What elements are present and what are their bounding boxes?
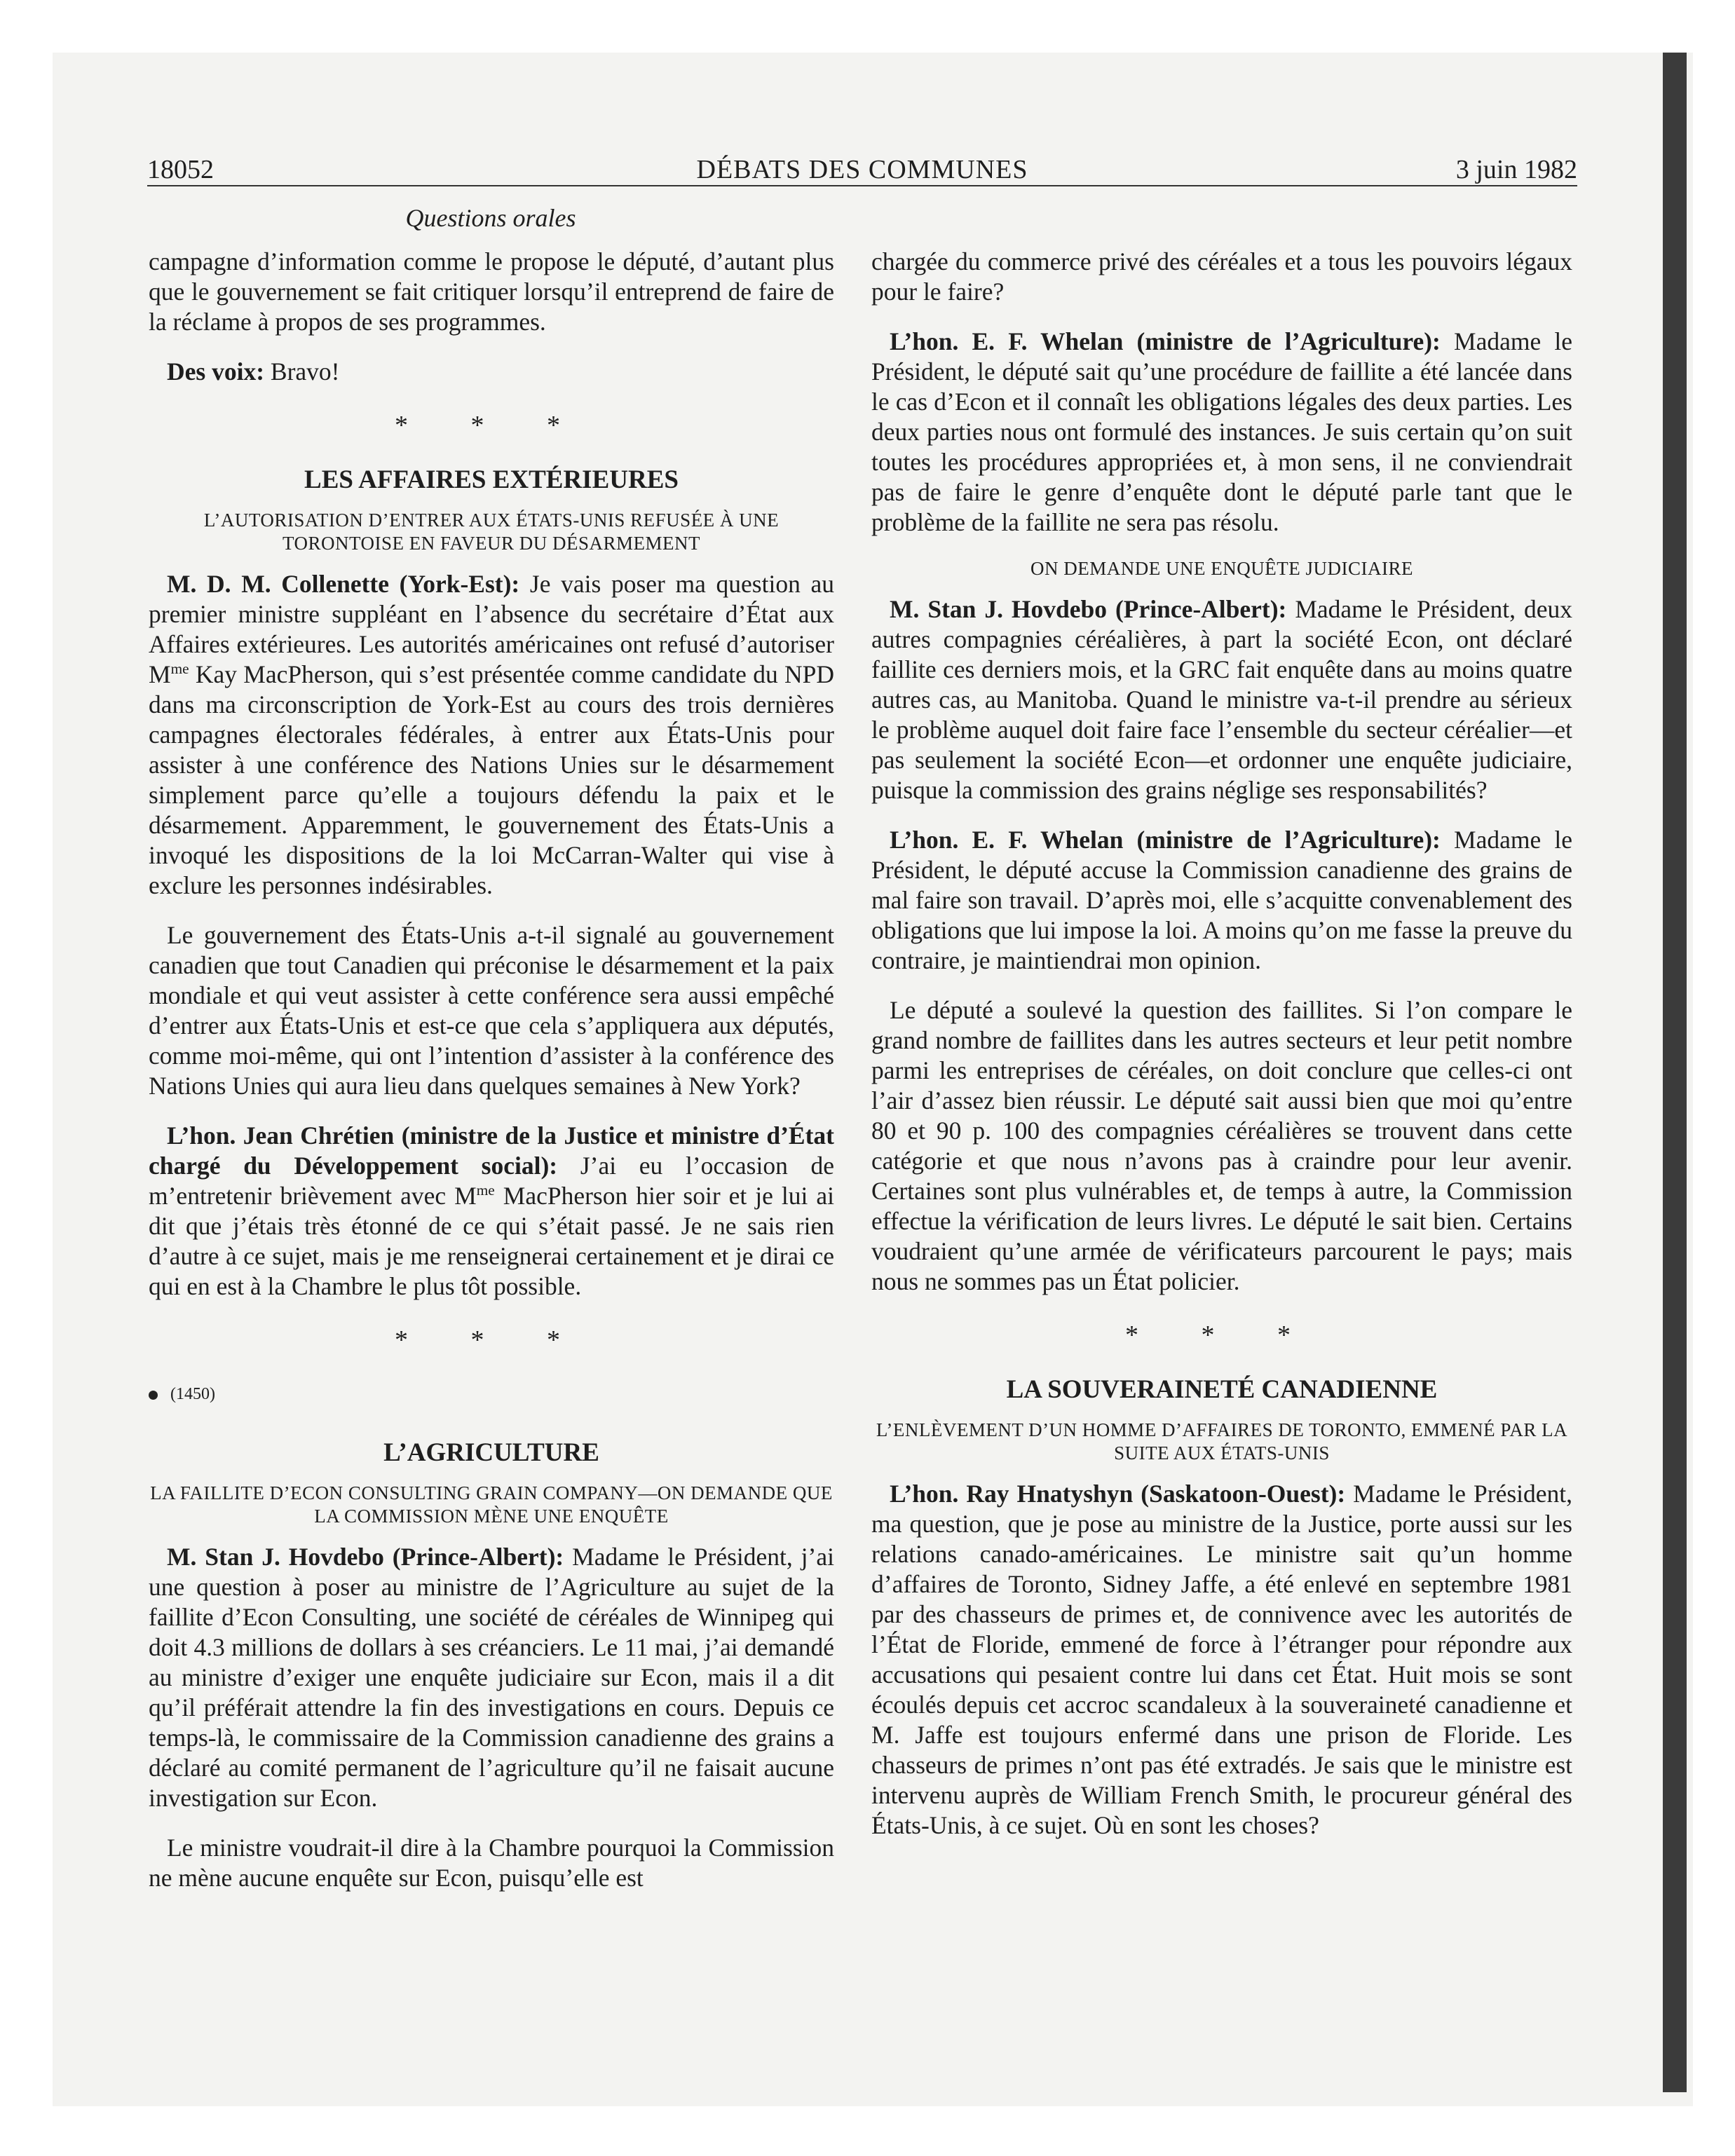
- section-separator: * * *: [395, 411, 588, 440]
- section-separator: * * *: [395, 1325, 588, 1355]
- section-title: LES AFFAIRES EXTÉRIEURES: [304, 465, 679, 494]
- paragraph: [149, 569, 834, 901]
- page-header: [147, 147, 1577, 186]
- section-subtitle: LA FAILLITE D’ECON CONSULTING GRAIN COMPANY—ON DEMANDE QUE LA COMMISSION MÈNE UNE ENQUÊTE: [150, 1482, 833, 1527]
- speaker-name: M. Stan J. Hovdebo (Prince-Albert):: [167, 1543, 564, 1571]
- page-number: 18052: [147, 155, 214, 184]
- paragraph: [149, 357, 834, 387]
- paragraph-text: Madame le Président, j’ai une question à poser au ministre de l’Agriculture au sujet de la faillite d’Econ Consulting, une société de céréales de Winnipeg qui doit 4.3 millions de dollars à ses créanciers. Le 11 mai, j’ai demandé au ministre d’exiger une enquête judiciaire sur Econ, mais il a dit qu’il préférait attendre la fin des investigations en cours. Depuis ce temps-là, le commissaire de la Commission canadienne des grains a déclaré au comité permanent de l’agriculture qu’il ne faisait aucune investigation sur Econ.: [149, 1543, 834, 1812]
- publication-date: 3 juin 1982: [1455, 155, 1577, 184]
- scan-edge-shadow: [1663, 53, 1687, 2092]
- paragraph-text: MacPherson hier soir et je lui ai dit que j’étais très étonné de ce qui s’était passé. Je ne sais rien d’autre à ce sujet, mais je me renseignerai certainement et je dirai ce qui en est à la Chambre le plus tôt possible.: [149, 1182, 835, 1300]
- speaker-name: L’hon. Jean Chrétien (ministre de la Justice et ministre d’État chargé du Développement social):: [149, 1121, 834, 1180]
- paragraph-text: Madame le Président, le député accuse la Commission canadienne des grains de mal faire son travail. D’après moi, elle s’acquitte convenablement des obligations que lui impose la loi. A moins qu’on me fasse la preuve du contraire, je maintiendrai mon opinion.: [871, 826, 1572, 974]
- speaker-name: L’hon. E. F. Whelan (ministre de l’Agriculture):: [890, 826, 1441, 854]
- left-column: [149, 247, 834, 1913]
- bullet-icon: [149, 1391, 158, 1400]
- paragraph: [871, 327, 1572, 538]
- speaker-name: L’hon. Ray Hnatyshyn (Saskatoon-Ouest):: [890, 1480, 1346, 1508]
- paragraph: Le ministre voudrait-il dire à la Chambre pourquoi la Commission ne mène aucune enquête sur Econ, puisqu’elle est: [149, 1834, 834, 1892]
- section-title: L’AGRICULTURE: [383, 1438, 599, 1467]
- section-subtitle: L’AUTORISATION D’ENTRER AUX ÉTATS-UNIS REFUSÉE À UNE TORONTOISE EN FAVEUR DU DÉSARMEMENT: [203, 510, 780, 554]
- section-title: LA SOUVERAINETÉ CANADIENNE: [1006, 1375, 1438, 1404]
- paragraph: [149, 1121, 834, 1302]
- right-column: [871, 247, 1572, 1860]
- publication-title: DÉBATS DES COMMUNES: [696, 155, 1028, 184]
- paragraph-text: Madame le Président, deux autres compagnies céréalières, à part la société Econ, ont déclaré faillite ces derniers mois, et la GRC fait enquête dans au moins quatre autres cas, au Manitoba. Quand le ministre va-t-il prendre au sérieux le problème auquel doit faire face l’ensemble du secteur céréalier—et pas seulement la société Econ—et ordonner une enquête judiciaire, puisque la commission des grains néglige ses responsabilités?: [871, 595, 1572, 804]
- paragraph: Le député a soulevé la question des faillites. Si l’on compare le grand nombre de faillites dans les autres secteurs et leur petit nombre parmi les entreprises de céréales, on doit conclure que celles-ci ont l’air d’assez bien réussir. Le député sait aussi bien que moi qu’entre 80 et 90 p. 100 des compagnies céréalières se trouvent dans cette catégorie et que nous n’avons pas à craindre pour leur avenir. Certaines sont plus vulnérables et, de temps à autre, la Commission effectue la vérification de leurs livres. Le député le sait bien. Certains voudraient qu’une armée de vérificateurs parcourent le pays; mais nous ne sommes pas un État policier.: [871, 996, 1572, 1295]
- paragraph-text: Madame le Président, le député sait qu’une procédure de faillite a été lancée dans le cas d’Econ et il connaît les obligations légales des deux parties. Les deux parties nous ont formulé des instances. Je suis certain qu’on suit toutes les procédures appropriées et, à mon sens, il ne conviendrait pas de faire le genre d’enquête dont le député parle tant que le problème de la faillite ne sera pas résolu.: [871, 327, 1572, 536]
- superscript: me: [476, 1182, 495, 1199]
- running-subheader: Questions orales: [405, 204, 576, 232]
- paragraph: [871, 1479, 1572, 1841]
- time-marker: [149, 1379, 834, 1410]
- paragraph-text: Bravo!: [264, 357, 340, 386]
- speaker-name: M. D. M. Collenette (York-Est):: [167, 570, 520, 598]
- paragraph: chargée du commerce privé des céréales et a tous les pouvoirs légaux pour le faire?: [871, 247, 1572, 306]
- paragraph: [871, 825, 1572, 976]
- section-subtitle: L’ENLÈVEMENT D’UN HOMME D’AFFAIRES DE TORONTO, EMMENÉ PAR LA SUITE AUX ÉTATS-UNIS: [876, 1419, 1568, 1464]
- section-subtitle: ON DEMANDE UNE ENQUÊTE JUDICIAIRE: [1030, 558, 1413, 579]
- header-rule: [147, 185, 1577, 186]
- speaker-name: L’hon. E. F. Whelan (ministre de l’Agriculture):: [890, 327, 1441, 355]
- speaker-name: M. Stan J. Hovdebo (Prince-Albert):: [890, 595, 1287, 623]
- time-marker-text: (1450): [170, 1385, 215, 1403]
- paragraph-text: J’ai eu l’occasion de m’entretenir brièvement avec M: [149, 1152, 835, 1210]
- paragraph: [871, 594, 1572, 805]
- paragraph-text: Madame le Président, ma question, que je pose au ministre de la Justice, porte aussi sur les relations canado-américaines. Le ministre sait qu’un homme d’affaires de Toronto, Sidney Jaffe, a été enlevé en septembre 1981 par des chasseurs de primes et, de connivence avec les autorités de l’État de Floride, emmené de force à l’étranger pour répondre aux accusations qui pesaient contre lui dans cet État. Huit mois se sont écoulés depuis cet accroc scandaleux à la souveraineté canadienne et M. Jaffe est toujours enfermé dans une prison de Floride. Les chasseurs de primes n’ont pas été extradés. Je sais que le ministre est intervenu auprès de William French Smith, le procureur général des États-Unis, à ce sujet. Où en sont les choses?: [871, 1480, 1572, 1839]
- superscript: me: [170, 660, 189, 678]
- speaker-name: Des voix:: [167, 357, 265, 386]
- paragraph: [149, 1542, 834, 1813]
- paragraph: Le gouvernement des États-Unis a-t-il signalé au gouvernement canadien que tout Canadien qui préconise le désarmement et la paix mondiale et qui veut assister à cette conférence sera aussi empêché d’entrer aux États-Unis et est-ce que cela s’appliquera aux députés, comme moi-même, qui ont l’intention d’assister à la conférence des Nations Unies qui aura lieu dans quelques semaines à New York?: [149, 921, 834, 1100]
- paragraph-text: Je vais poser ma question au premier ministre suppléant en l’absence du secrétaire d’État aux Affaires extérieures. Les autorités américaines ont refusé d’autoriser M: [149, 570, 834, 688]
- paragraph: campagne d’information comme le propose le député, d’autant plus que le gouvernement se fait critiquer lorsqu’il entreprend de faire de la réclame à propos de ses programmes.: [149, 247, 834, 336]
- section-separator: * * *: [1125, 1321, 1319, 1350]
- paragraph-text: Kay MacPherson, qui s’est présentée comme candidate du NPD dans ma circonscription de York-Est au cours des trois dernières campagnes électorales fédérales, à entrer aux États-Unis pour assister à une conférence des Nations Unies sur le désarmement simplement parce qu’elle a toujours défendu la paix et le désarmement. Apparemment, le gouvernement des États-Unis a invoqué les dispositions de la loi McCarran-Walter qui vise à exclure les personnes indésirables.: [149, 660, 834, 899]
